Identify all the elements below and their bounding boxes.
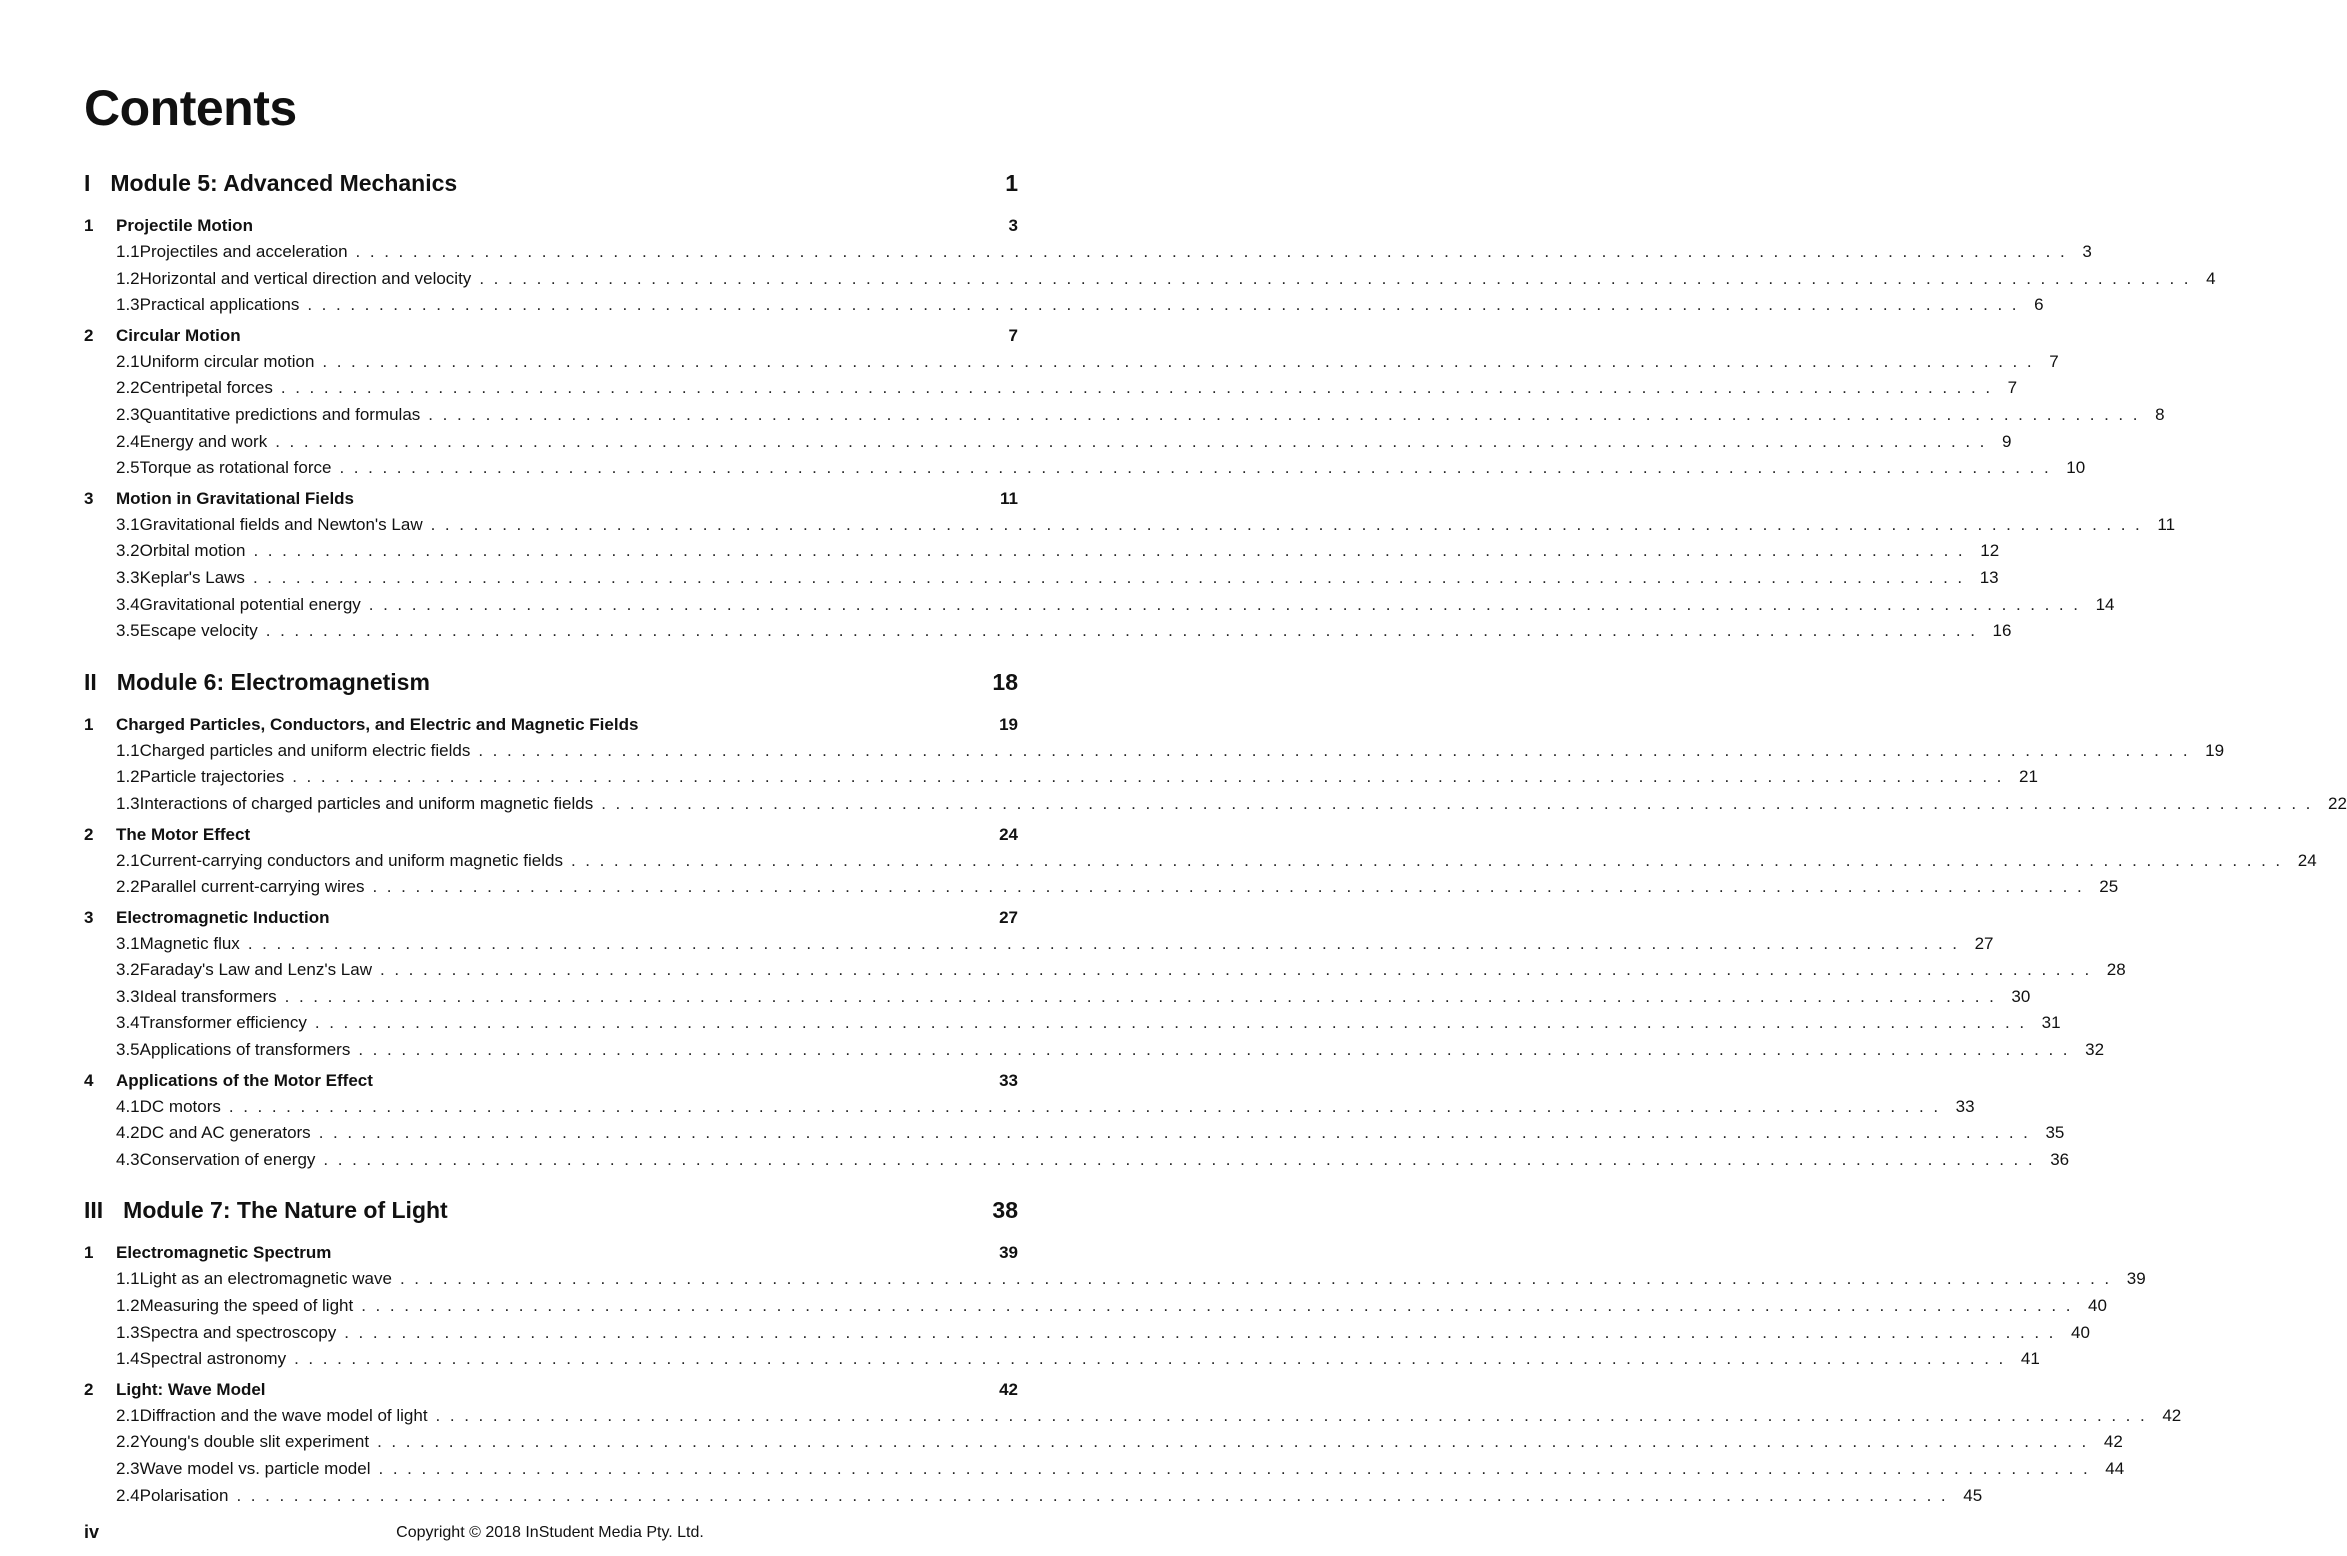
dot-leader: ........................................................................................................................ <box>372 877 2092 897</box>
chapter-number: 2 <box>84 1379 94 1399</box>
section-page-number: 21 <box>2018 767 2038 787</box>
section-number: 1.2 <box>116 268 140 288</box>
part-page-number: 38 <box>992 1197 1018 1224</box>
dot-leader: ........................................................................................................................ <box>322 351 2042 371</box>
section-title: Gravitational potential energy <box>139 594 361 614</box>
section-number: 3.1 <box>116 514 140 534</box>
section-number: 3.2 <box>116 541 140 561</box>
toc-section-entry[interactable] <box>84 1013 2061 1040</box>
section-number: 3.5 <box>116 1040 140 1060</box>
section-title: Charged particles and uniform electric fields <box>139 740 471 760</box>
chapter-number: 2 <box>84 824 94 844</box>
toc-section-entry[interactable] <box>84 514 2176 542</box>
toc-section-entry[interactable] <box>84 594 2115 622</box>
section-page-number: 4 <box>2206 268 2216 288</box>
chapter-page-number: 3 <box>1008 216 1018 235</box>
section-page-number: 35 <box>2045 1123 2065 1143</box>
section-number: 3.2 <box>116 960 140 980</box>
part-numeral: I <box>84 170 91 196</box>
toc-section-entry[interactable] <box>84 351 2059 379</box>
section-page-number: 39 <box>2126 1269 2146 1289</box>
section-page-number: 36 <box>2050 1149 2070 1169</box>
section-page-number: 28 <box>2106 960 2126 980</box>
section-title: Escape velocity <box>139 621 258 641</box>
chapter-number: 1 <box>84 1243 94 1263</box>
section-page-number: 10 <box>2066 458 2086 478</box>
section-number: 2.2 <box>116 877 140 897</box>
section-number: 1.1 <box>116 740 140 760</box>
chapter-page-number: 7 <box>1008 325 1018 345</box>
dot-leader: ........................................................................................................................ <box>601 793 2320 813</box>
section-title: Wave model vs. particle model <box>139 1459 371 1478</box>
section-page-number: 7 <box>2007 378 2018 398</box>
table-of-contents <box>84 170 2347 1512</box>
section-title: Ideal transformers <box>139 986 277 1006</box>
dot-leader: ........................................................................................................................ <box>358 1040 2078 1060</box>
section-title: Light as an electromagnetic wave <box>139 1269 392 1289</box>
dot-leader: ........................................................................................................................ <box>368 594 2088 614</box>
section-page-number: 25 <box>2099 877 2119 897</box>
part-page-number: 1 <box>1005 170 1018 196</box>
section-page-number: 41 <box>2020 1349 2040 1369</box>
toc-chapter-entry[interactable] <box>84 715 1018 741</box>
chapter-title: Light: Wave Model <box>116 1379 266 1399</box>
chapter-page-number: 33 <box>999 1070 1018 1090</box>
dot-leader: ........................................................................................................................ <box>430 514 2150 534</box>
section-number: 2.2 <box>116 1432 140 1452</box>
section-page-number: 42 <box>2103 1432 2123 1452</box>
chapter-title: Motion in Gravitational Fields <box>116 488 355 508</box>
dot-leader: ........................................................................................................................ <box>265 621 1985 641</box>
section-page-number: 32 <box>2085 1040 2105 1060</box>
section-title: Faraday's Law and Lenz's Law <box>139 960 372 980</box>
section-page-number: 3 <box>2082 242 2092 261</box>
toc-section-entry[interactable] <box>84 1296 2107 1323</box>
toc-section-entry[interactable] <box>84 621 2012 648</box>
toc-section-entry[interactable] <box>84 295 2044 322</box>
section-title: Particle trajectories <box>139 767 285 787</box>
section-number: 3.3 <box>116 986 140 1006</box>
dot-leader: ........................................................................................................................ <box>292 767 2011 787</box>
section-page-number: 45 <box>1963 1485 1983 1505</box>
section-title: Gravitational fields and Newton's Law <box>139 514 423 534</box>
section-page-number: 16 <box>1992 621 2012 641</box>
section-page-number: 30 <box>2011 986 2031 1006</box>
dot-leader: ........................................................................................................................ <box>236 1485 1956 1505</box>
toc-section-entry[interactable] <box>84 933 1994 961</box>
toc-section-entry[interactable] <box>84 1123 2065 1150</box>
dot-leader: ........................................................................................................................ <box>428 404 2148 424</box>
section-number: 4.3 <box>116 1149 140 1169</box>
footer-page-number: iv <box>84 1522 100 1542</box>
chapter-title: The Motor Effect <box>116 824 251 844</box>
section-title: Conservation of energy <box>139 1149 316 1169</box>
toc-chapter-entry[interactable] <box>84 216 1018 242</box>
dot-leader: ........................................................................................................................ <box>318 1123 2038 1143</box>
section-number: 2.3 <box>116 404 140 424</box>
section-title: Spectra and spectroscopy <box>139 1322 337 1342</box>
toc-chapter-entry[interactable] <box>84 326 1018 352</box>
section-number: 2.3 <box>116 1459 140 1478</box>
section-number: 3.3 <box>116 567 140 587</box>
section-page-number: 33 <box>1955 1096 1975 1116</box>
dot-leader: ........................................................................................................................ <box>339 458 2059 478</box>
chapter-number: 3 <box>84 488 94 508</box>
chapter-number: 1 <box>84 714 94 734</box>
dot-leader: ........................................................................................................................ <box>228 1096 1948 1116</box>
section-title: Transformer efficiency <box>139 1013 307 1033</box>
section-title: Quantitative predictions and formulas <box>139 404 421 424</box>
section-title: Centripetal forces <box>139 378 273 398</box>
section-number: 2.5 <box>116 458 140 478</box>
toc-section-entry[interactable] <box>84 268 2216 296</box>
toc-section-entry[interactable] <box>84 740 2225 768</box>
section-number: 1.2 <box>116 767 140 787</box>
dot-leader: ........................................................................................................................ <box>478 740 2198 760</box>
toc-section-entry[interactable] <box>84 567 1999 595</box>
section-page-number: 40 <box>2070 1322 2090 1342</box>
part-page-number: 18 <box>992 668 1018 695</box>
toc-section-entry[interactable] <box>84 431 2012 459</box>
section-title: Spectral astronomy <box>139 1349 287 1369</box>
section-number: 2.1 <box>116 1405 140 1425</box>
part-title: Module 5: Advanced Mechanics <box>110 170 458 196</box>
dot-leader: ........................................................................................................................ <box>275 431 1994 451</box>
section-number: 2.2 <box>116 378 140 398</box>
chapter-page-number: 27 <box>999 907 1018 927</box>
section-title: Energy and work <box>139 431 268 451</box>
section-page-number: 31 <box>2041 1013 2061 1033</box>
section-title: Projectiles and acceleration <box>139 242 348 261</box>
dot-leader: ........................................................................................................................ <box>323 1149 2043 1169</box>
toc-chapter-entry[interactable] <box>84 1243 1018 1269</box>
toc-section-entry[interactable] <box>84 1459 2125 1486</box>
chapter-page-number: 24 <box>999 824 1018 844</box>
dot-leader: ........................................................................................................................ <box>435 1405 2155 1425</box>
section-number: 1.3 <box>116 295 140 315</box>
section-page-number: 40 <box>2088 1296 2107 1316</box>
section-page-number: 6 <box>2034 295 2044 315</box>
chapter-number: 1 <box>84 216 94 235</box>
section-number: 2.1 <box>116 850 140 870</box>
chapter-page-number: 42 <box>999 1379 1018 1399</box>
toc-section-entry[interactable] <box>84 1096 1975 1124</box>
section-number: 1.1 <box>116 242 140 261</box>
toc-chapter-entry[interactable] <box>84 1071 1018 1097</box>
section-page-number: 9 <box>2002 431 2012 451</box>
dot-leader: ........................................................................................................................ <box>247 933 1967 953</box>
section-page-number: 8 <box>2155 404 2165 424</box>
dot-leader: ........................................................................................................................ <box>399 1269 2119 1289</box>
section-title: Keplar's Laws <box>139 567 245 587</box>
toc-section-entry[interactable] <box>84 458 2086 485</box>
dot-leader: ........................................................................................................................ <box>280 378 2000 398</box>
section-page-number: 12 <box>1980 541 2000 561</box>
section-page-number: 22 <box>2328 793 2347 813</box>
toc-part-entry[interactable] <box>84 1197 1018 1239</box>
chapter-title: Electromagnetic Induction <box>116 907 330 927</box>
toc-section-entry[interactable] <box>84 1485 1983 1513</box>
toc-chapter-entry[interactable] <box>84 908 1018 934</box>
dot-leader: ........................................................................................................................ <box>378 1459 2098 1478</box>
footer-copyright: Copyright © 2018 InStudent Media Pty. Ltd. <box>396 1524 704 1541</box>
section-number: 1.3 <box>116 793 140 813</box>
section-page-number: 42 <box>2162 1405 2182 1425</box>
section-page-number: 24 <box>2297 850 2317 870</box>
toc-section-entry[interactable] <box>84 960 2126 987</box>
toc-section-entry[interactable] <box>84 1269 2146 1296</box>
section-number: 1.1 <box>116 1269 140 1289</box>
part-numeral: III <box>84 1197 104 1224</box>
toc-section-entry[interactable] <box>84 877 2119 904</box>
chapter-title: Electromagnetic Spectrum <box>116 1243 332 1263</box>
dot-leader: ........................................................................................................................ <box>377 1432 2096 1452</box>
chapter-page-number: 11 <box>1000 488 1018 508</box>
section-title: DC and AC generators <box>139 1123 311 1143</box>
section-number: 4.2 <box>116 1123 140 1143</box>
section-title: Orbital motion <box>139 541 246 561</box>
section-title: Torque as rotational force <box>139 458 332 478</box>
chapter-page-number: 19 <box>999 714 1018 734</box>
section-page-number: 44 <box>2105 1459 2125 1478</box>
section-number: 2.1 <box>116 351 140 371</box>
page-title: Contents <box>84 80 297 136</box>
toc-section-entry[interactable] <box>84 404 2165 432</box>
section-page-number: 11 <box>2157 514 2176 534</box>
toc-section-entry[interactable] <box>84 1149 2070 1177</box>
dot-leader: ........................................................................................................................ <box>570 850 2290 870</box>
section-title: Young's double slit experiment <box>139 1432 370 1452</box>
chapter-number: 4 <box>84 1070 94 1090</box>
toc-section-entry[interactable] <box>84 1432 2123 1459</box>
section-number: 1.3 <box>116 1322 140 1342</box>
section-title: Practical applications <box>139 295 300 315</box>
section-title: DC motors <box>139 1096 221 1116</box>
section-number: 3.4 <box>116 594 140 614</box>
chapter-page-number: 39 <box>999 1243 1018 1263</box>
section-title: Horizontal and vertical direction and velocity <box>139 268 472 288</box>
section-number: 1.2 <box>116 1296 140 1316</box>
toc-chapter-entry[interactable] <box>84 1380 1018 1406</box>
section-number: 2.4 <box>116 431 140 451</box>
toc-section-entry[interactable] <box>84 378 2018 405</box>
section-page-number: 14 <box>2095 594 2115 614</box>
section-title: Uniform circular motion <box>139 351 315 371</box>
chapter-title: Circular Motion <box>116 325 241 345</box>
toc-part-entry[interactable] <box>84 170 1018 212</box>
toc-part-entry[interactable] <box>84 669 1018 711</box>
section-number: 2.4 <box>116 1485 140 1505</box>
section-number: 1.4 <box>116 1349 140 1369</box>
toc-section-entry[interactable] <box>84 1349 2040 1376</box>
section-title: Diffraction and the wave model of light <box>139 1405 428 1425</box>
section-number: 3.4 <box>116 1013 140 1033</box>
dot-leader: ........................................................................................................................ <box>361 1296 2081 1316</box>
toc-section-entry[interactable] <box>84 850 2317 878</box>
dot-leader: ........................................................................................................................ <box>253 541 1973 561</box>
section-title: Applications of transformers <box>139 1040 351 1060</box>
dot-leader: ........................................................................................................................ <box>479 268 2199 288</box>
chapter-number: 3 <box>84 907 94 927</box>
section-number: 4.1 <box>116 1096 140 1116</box>
dot-leader: ........................................................................................................................ <box>252 567 1972 587</box>
dot-leader: ........................................................................................................................ <box>314 1013 2034 1033</box>
dot-leader: ........................................................................................................................ <box>307 295 2027 315</box>
toc-section-entry[interactable] <box>84 242 2092 269</box>
section-number: 3.5 <box>116 621 140 641</box>
chapter-title: Charged Particles, Conductors, and Electric and Magnetic Fields <box>116 714 639 734</box>
section-page-number: 7 <box>2049 351 2059 371</box>
dot-leader: ........................................................................................................................ <box>380 960 2099 980</box>
section-title: Interactions of charged particles and uniform magnetic fields <box>139 793 594 813</box>
toc-section-entry[interactable] <box>84 986 2031 1014</box>
section-title: Current-carrying conductors and uniform magnetic fields <box>139 850 563 870</box>
chapter-title: Projectile Motion <box>116 216 253 235</box>
part-numeral: II <box>84 668 97 695</box>
section-page-number: 13 <box>1979 567 1999 587</box>
section-title: Magnetic flux <box>139 933 240 953</box>
section-number: 3.1 <box>116 933 140 953</box>
dot-leader: ........................................................................................................................ <box>355 242 2075 261</box>
section-title: Polarisation <box>139 1485 229 1505</box>
toc-section-entry[interactable] <box>84 541 2000 568</box>
toc-section-entry[interactable] <box>84 767 2038 794</box>
section-title: Parallel current-carrying wires <box>139 877 365 897</box>
toc-chapter-entry[interactable] <box>84 825 1018 851</box>
toc-chapter-entry[interactable] <box>84 489 1018 515</box>
toc-section-entry[interactable] <box>84 1040 2105 1067</box>
dot-leader: ........................................................................................................................ <box>284 986 2004 1006</box>
part-title: Module 6: Electromagnetism <box>116 668 430 695</box>
chapter-title: Applications of the Motor Effect <box>116 1070 373 1090</box>
section-page-number: 27 <box>1974 933 1994 953</box>
section-page-number: 19 <box>2205 740 2225 760</box>
chapter-number: 2 <box>84 325 94 345</box>
part-title: Module 7: The Nature of Light <box>123 1197 448 1224</box>
toc-section-entry[interactable] <box>84 793 2347 821</box>
dot-leader: ........................................................................................................................ <box>294 1349 2013 1369</box>
dot-leader: ........................................................................................................................ <box>344 1322 2063 1342</box>
section-title: Measuring the speed of light <box>139 1296 354 1316</box>
toc-section-entry[interactable] <box>84 1322 2090 1350</box>
toc-section-entry[interactable] <box>84 1405 2182 1433</box>
